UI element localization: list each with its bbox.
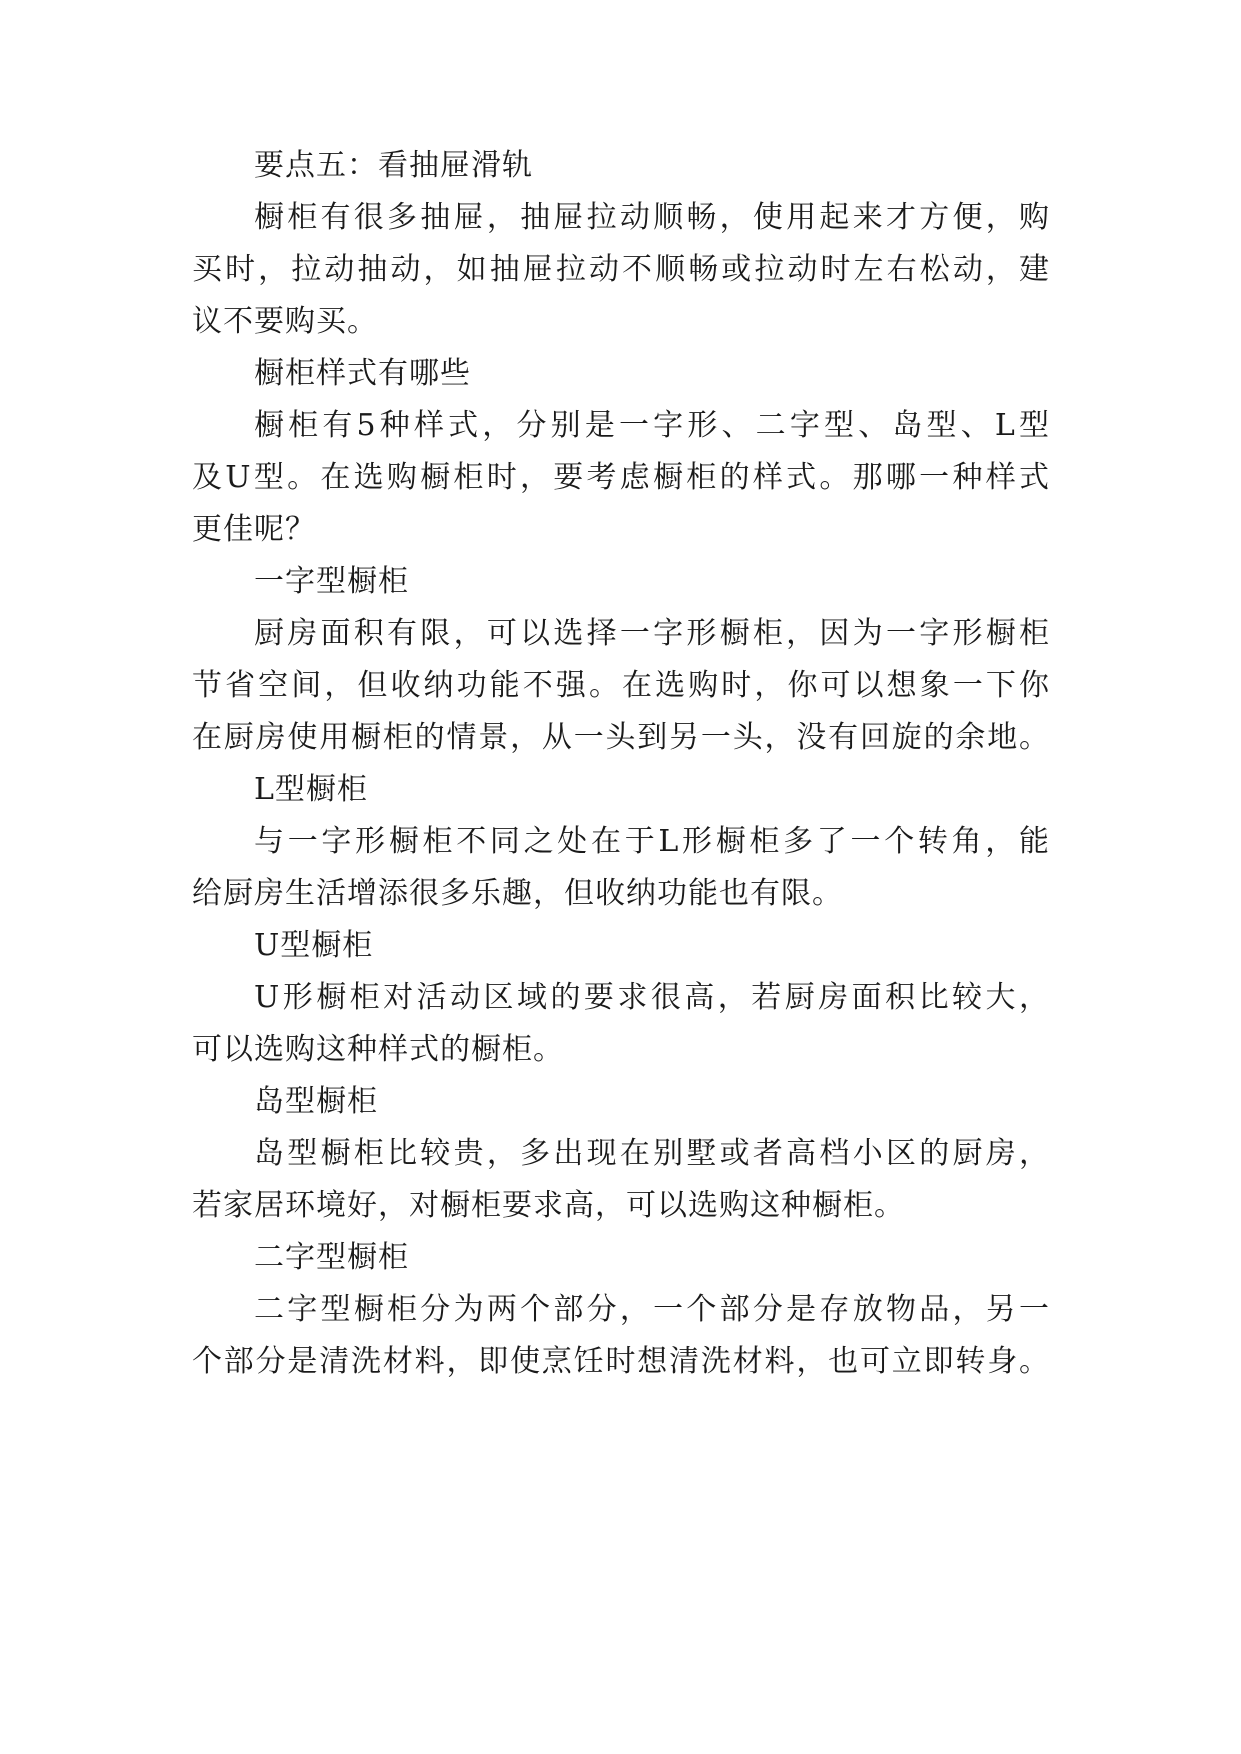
paragraph-line: 更佳呢？ <box>192 512 316 547</box>
heading-l-cabinet: L型橱柜 <box>254 772 368 807</box>
heading-linear-cabinet: 一字型橱柜 <box>254 564 409 599</box>
paragraph-line: 议不要购买。 <box>192 304 378 339</box>
paragraph-line: 节省空间，但收纳功能不强。在选购时，你可以想象一下你 <box>192 668 1050 703</box>
paragraph-line: U形橱柜对活动区域的要求很高，若厨房面积比较大， <box>254 980 1050 1015</box>
paragraph-line: 橱柜有5种样式，分别是一字形、二字型、岛型、L型 <box>254 408 1050 443</box>
paragraph-line: 橱柜有很多抽屉，抽屉拉动顺畅，使用起来才方便，购 <box>254 200 1050 235</box>
paragraph-line: 厨房面积有限，可以选择一字形橱柜，因为一字形橱柜 <box>254 616 1050 651</box>
paragraph-line: 及U型。在选购橱柜时，要考虑橱柜的样式。那哪一种样式 <box>192 460 1050 495</box>
heading-island-cabinet: 岛型橱柜 <box>254 1084 378 1119</box>
paragraph-line: 可以选购这种样式的橱柜。 <box>192 1032 564 1067</box>
heading-cabinet-styles: 橱柜样式有哪些 <box>254 356 471 391</box>
heading-u-cabinet: U型橱柜 <box>254 928 374 963</box>
paragraph-line: 买时，拉动抽动，如抽屉拉动不顺畅或拉动时左右松动，建 <box>192 252 1050 287</box>
paragraph-line: 与一字形橱柜不同之处在于L形橱柜多了一个转角，能 <box>254 824 1050 859</box>
heading-drawer-slides: 要点五：看抽屉滑轨 <box>254 148 533 183</box>
paragraph-line: 在厨房使用橱柜的情景，从一头到另一头，没有回旋的余地。 <box>192 720 1050 755</box>
paragraph-line: 二字型橱柜分为两个部分，一个部分是存放物品，另一 <box>254 1292 1050 1327</box>
paragraph-line: 岛型橱柜比较贵，多出现在别墅或者高档小区的厨房， <box>254 1136 1050 1171</box>
heading-double-line-cabinet: 二字型橱柜 <box>254 1240 409 1275</box>
paragraph-line: 给厨房生活增添很多乐趣，但收纳功能也有限。 <box>192 876 843 911</box>
paragraph-line: 若家居环境好，对橱柜要求高，可以选购这种橱柜。 <box>192 1188 905 1223</box>
paragraph-line: 个部分是清洗材料，即使烹饪时想清洗材料，也可立即转身。 <box>192 1344 1050 1379</box>
